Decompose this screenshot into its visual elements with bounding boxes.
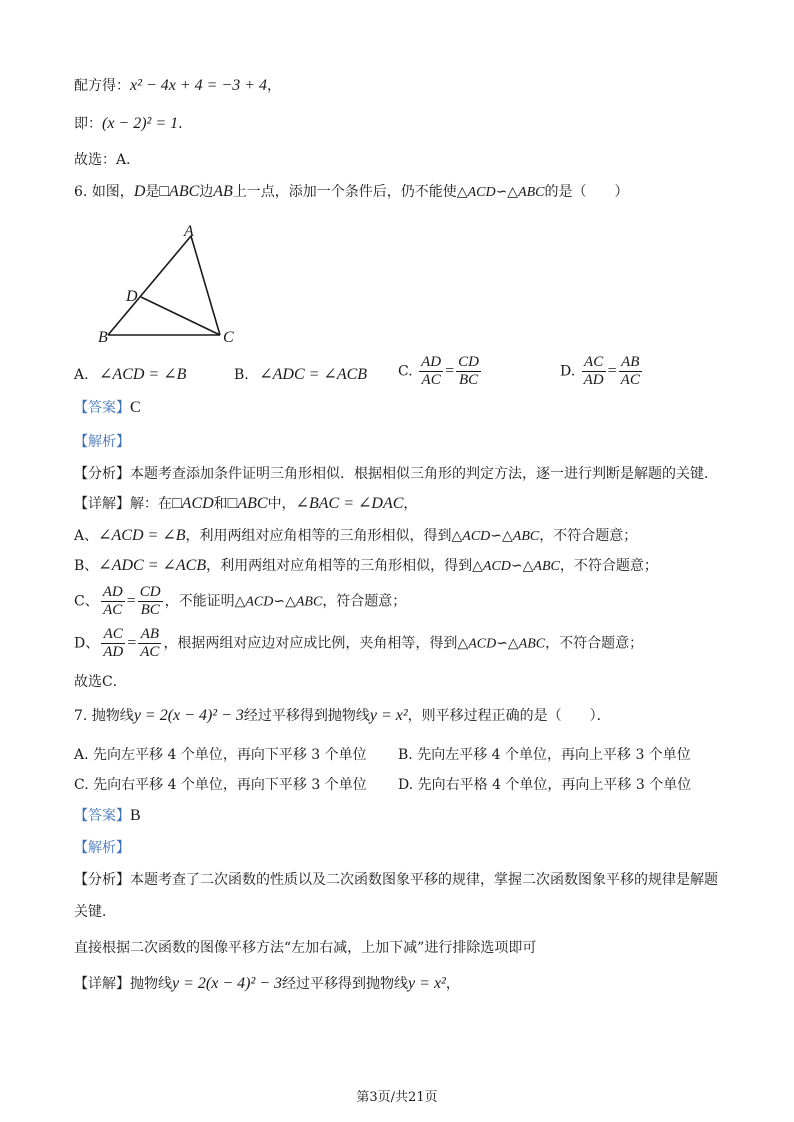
- fenxi-6: [74, 464, 718, 484]
- text: 是: [145, 184, 160, 200]
- answer-value: B: [130, 807, 141, 824]
- equals-sign: =: [126, 592, 136, 610]
- answer-tag: 【答案】: [74, 400, 130, 416]
- answer-value: C: [130, 399, 141, 416]
- vertex-label-A: A: [184, 223, 194, 240]
- numerator: CD: [458, 354, 479, 370]
- fenxi-text: 本题考查添加条件证明三角形相似．根据相似三角形的判定方法，逐一进行判断是解题的关键．: [130, 466, 718, 482]
- denominator: AD: [103, 644, 124, 660]
- similarity: △ACD∽△ABC: [457, 636, 546, 652]
- reason-C: [74, 584, 406, 619]
- fraction: [101, 584, 125, 619]
- label: 即：: [74, 116, 102, 132]
- fenxi-7: [74, 870, 718, 890]
- option-6a: [74, 364, 186, 384]
- page-footer: 第3页/共21页: [356, 1090, 438, 1105]
- equation: y = 2(x − 4)² − 3: [133, 707, 244, 724]
- xiangjie-tag: 【详解】: [74, 496, 130, 512]
- equation: y = x²: [408, 975, 446, 992]
- triangle-label: □ACD: [172, 495, 214, 512]
- text: 经过平移得到抛物线: [282, 976, 409, 992]
- analysis-tag: 【解析】: [74, 840, 130, 856]
- numerator: CD: [139, 584, 161, 600]
- text: 的是（ ）: [544, 184, 629, 200]
- text: ，则平移过程正确的是（ ）．: [407, 708, 611, 724]
- equation: (x − 2)² = 1: [102, 115, 179, 132]
- option-label: A、: [74, 528, 99, 544]
- equation: x² − 4x + 4 = −3 + 4: [130, 77, 267, 94]
- label: 配方得：: [74, 78, 130, 94]
- reason-B: [74, 556, 658, 577]
- xiangjie-tag: 【详解】: [74, 976, 130, 992]
- option-7b: B. 先向左平移 4 个单位，再向上平移 3 个单位: [398, 747, 691, 763]
- punct: ，: [266, 78, 281, 94]
- fraction: [138, 584, 163, 619]
- text: 上一点，添加一个条件后，仍不能使: [232, 184, 457, 200]
- equals-sign: =: [127, 634, 137, 652]
- numerator: AD: [102, 584, 123, 600]
- question-6: [74, 182, 629, 203]
- equation: y = x²: [369, 707, 408, 724]
- triangle-label: □ABC: [159, 183, 200, 200]
- option-label: B.: [234, 367, 249, 383]
- equation: ∠ADC = ∠ACB: [98, 557, 207, 574]
- direct-7: 直接根据二次函数的图像平移方法“左加右减，上加下减”进行排除选项即可: [74, 940, 537, 956]
- triangle-label: □ABC: [227, 495, 268, 512]
- denominator: AC: [140, 644, 160, 660]
- line-ji: [74, 114, 192, 134]
- question-number: 6.: [74, 184, 88, 200]
- question-7: [74, 706, 611, 726]
- numerator: AC: [582, 354, 606, 372]
- equation: ∠ACD = ∠B: [98, 527, 186, 544]
- analysis-tag-6: [74, 432, 130, 452]
- analysis-tag-7: [74, 838, 130, 858]
- fraction: [456, 354, 481, 389]
- text: ，: [403, 496, 418, 512]
- similarity: △ACD∽△ABC: [234, 594, 323, 610]
- text: ，不符合题意；: [559, 558, 658, 574]
- text: 解：在: [130, 496, 172, 512]
- fenxi-text: 本题考查了二次函数的性质以及二次函数图象平移的规律，掌握二次函数图象平移的规律是解题: [130, 872, 718, 888]
- xiangjie-7: [74, 974, 460, 994]
- fenxi-tag: 【分析】: [74, 872, 130, 888]
- side-AB: [108, 236, 191, 335]
- denominator: BC: [458, 372, 479, 388]
- option-6d: [560, 354, 644, 389]
- similarity: △ACD∽△ABC: [472, 559, 560, 574]
- denominator: AC: [620, 372, 640, 388]
- side-label: AB: [213, 183, 233, 200]
- text: 经过平移得到抛物线: [243, 708, 370, 724]
- option-6b: [234, 364, 367, 384]
- option-expression: ∠ADC = ∠ACB: [259, 366, 368, 383]
- text: 和: [213, 496, 228, 512]
- equation: y = 2(x − 4)² − 3: [172, 975, 283, 992]
- text: 边: [199, 184, 214, 200]
- text: ，利用两组对应角相等的三角形相似，得到: [185, 528, 452, 544]
- side-AC: [191, 236, 220, 335]
- question-number: 7.: [74, 708, 88, 724]
- reason-D: [74, 626, 643, 661]
- option-7d: D. 先向右平格 4 个单位，再向上平移 3 个单位: [398, 777, 692, 793]
- vertex-label-B: B: [98, 329, 108, 346]
- fraction: [138, 626, 161, 661]
- vertex-label-C: C: [223, 329, 234, 346]
- text: 抛物线: [130, 976, 172, 992]
- option-label: B、: [74, 558, 99, 574]
- option-label: D、: [74, 635, 100, 652]
- answer-6: [74, 398, 141, 418]
- punct: ．: [178, 116, 193, 132]
- option-label: C.: [398, 363, 413, 380]
- text: 如图，: [91, 184, 134, 200]
- triangle-figure: [90, 218, 250, 348]
- text: 中，: [267, 496, 296, 512]
- answer-tag: 【答案】: [74, 808, 130, 824]
- fraction: [419, 354, 443, 389]
- equals-sign: =: [607, 362, 617, 380]
- denominator: AC: [421, 372, 441, 388]
- denominator: AD: [583, 372, 604, 388]
- text: ，不符合题意；: [539, 528, 638, 544]
- text: ，符合题意；: [322, 593, 407, 610]
- end-6: 故选C．: [74, 674, 127, 690]
- point-label-D: D: [126, 288, 138, 305]
- option-label: C、: [74, 593, 99, 610]
- numerator: AC: [101, 626, 125, 644]
- fenxi-tag: 【分析】: [74, 466, 130, 482]
- text: ，不符合题意；: [545, 635, 644, 652]
- numerator: AB: [138, 626, 161, 644]
- answer-7: [74, 806, 141, 826]
- option-label: A.: [74, 367, 89, 383]
- similarity: △ACD∽△ABC: [451, 529, 540, 544]
- option-6c: [398, 354, 483, 389]
- fenxi-7-cont: 关键．: [74, 904, 116, 920]
- text: ，: [445, 976, 460, 992]
- text: ，根据两组对应边对应成比例，夹角相等，得到: [163, 635, 458, 652]
- option-7c: C. 先向右平移 4 个单位，再向下平移 3 个单位: [74, 777, 367, 793]
- segment-CD: [141, 297, 220, 335]
- text: ，利用两组对应角相等的三角形相似，得到: [206, 558, 473, 574]
- numerator: AD: [421, 354, 442, 370]
- fraction: [101, 626, 125, 661]
- fraction: [619, 354, 642, 389]
- line-peifang: [74, 76, 281, 96]
- equation: ∠BAC = ∠DAC: [295, 495, 404, 512]
- denominator: AC: [103, 602, 123, 618]
- option-7a: A. 先向左平移 4 个单位，再向下平移 3 个单位: [74, 747, 367, 763]
- numerator: AB: [619, 354, 642, 372]
- text: 抛物线: [91, 708, 134, 724]
- fraction: [582, 354, 606, 389]
- option-label: D.: [560, 363, 576, 380]
- answer-choice-line: 故选：A．: [74, 152, 141, 168]
- reason-A: [74, 526, 637, 547]
- denominator: BC: [140, 602, 160, 618]
- option-expression: ∠ACD = ∠B: [99, 366, 187, 383]
- point-label: D: [133, 183, 146, 200]
- xiangjie-6: [74, 494, 417, 514]
- similarity: △ACD∽△ABC: [456, 185, 545, 200]
- analysis-tag: 【解析】: [74, 434, 130, 450]
- equals-sign: =: [445, 362, 455, 380]
- text: ，不能证明: [164, 593, 235, 610]
